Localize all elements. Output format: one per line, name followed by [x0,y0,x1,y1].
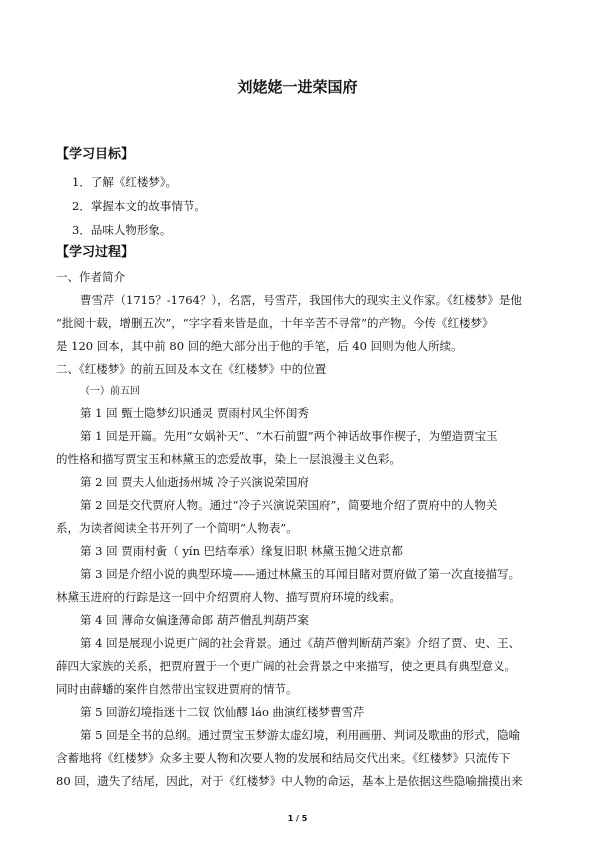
section-heading-process: 【学习过程】 [56,245,135,260]
page-title: 刘姥姥一进荣国府 [237,78,358,96]
body-line: 二、《红楼梦》的前五回及本文在《红楼梦》中的位置 [56,362,327,376]
body-line: 第 1 回是开篇。先用“女娲补天”、“木石前盟”两个神话故事作楔子，为塑造贾宝玉 [80,429,498,443]
body-line: 第 1 回 甄士隐梦幻识通灵 贾雨村风尘怀闺秀 [80,406,309,420]
body-line: 第 4 回 薄命女偏逢薄命郎 葫芦僧乱判葫芦案 [80,613,309,627]
body-line: 的性格和描写贾宝玉和林黛玉的恋爱故事，染上一层浪漫主义色彩。 [56,452,401,466]
body-line: 曹雪芹（1715？-1764？），名霑，号雪芹，我国伟大的现实主义作家。《红楼梦》是他 [80,293,522,307]
body-line: 第 3 回是介绍小说的典型环境——通过林黛玉的耳闻目睹对贾府做了第一次直接描写。 [80,567,521,581]
body-line: 同时由薛蟠的案件自然带出宝钗进贾府的情节。 [56,682,298,696]
body-line: 一、作者简介 [56,270,125,284]
body-line: 是 120 回本，其中前 80 回的绝大部分出于他的手笔，后 40 回则为他人所续。 [56,339,463,353]
page-number: 1 / 5 [287,814,308,823]
body-line: 第 5 回是全书的总纲。通过贾宝玉梦游太虚幻境，利用画册、判词及歌曲的形式，隐喻 [80,728,521,742]
body-line: 第 2 回是交代贾府人物。通过“冷子兴演说荣国府”，简要地介绍了贾府中的人物关 [80,498,498,512]
body-line: 薛四大家族的关系，把贾府置于一个更广阔的社会背景之中来描写，使之更具有典型意义。 [56,659,516,673]
body-line: “批阅十载，增删五次”，“字字看来皆是血，十年辛苦不寻常”的产物。今传《红楼梦》 [56,316,494,330]
body-line: 系，为读者阅读全书开列了一个简明“人物表”。 [56,521,298,535]
goal-item: 1．了解《红楼梦》。 [72,175,178,189]
body-line: （一）前五回 [80,386,140,397]
body-line: 第 5 回游幻境指迷十二钗 饮仙醪 láo 曲演红楼梦曹雪芹 [80,705,365,719]
section-heading-goals: 【学习目标】 [56,147,135,162]
body-line: 第 3 回 贾雨村夤（ yín 巴结奉承）缘复旧职 林黛玉抛父进京都 [80,544,403,558]
goal-item: 3．品味人物形象。 [72,223,172,237]
body-line: 第 4 回是展现小说更广阔的社会背景。通过《葫芦僧判断葫芦案》介绍了贾、史、王、 [80,636,521,650]
body-line: 80 回，遗失了结尾，因此，对于《红楼梦》中人物的命运，基本上是依据这些隐喻揣摸出来 [56,774,523,788]
body-line: 林黛玉进府的行踪是这一回中介绍贾府人物、描写贾府环境的线索。 [56,590,401,604]
body-line: 含蓄地将《红楼梦》众多主要人物和次要人物的发展和结局交代出来。《红楼梦》只流传下 [56,751,511,765]
goal-item: 2．掌握本文的故事情节。 [72,199,206,213]
body-line: 第 2 回 贾夫人仙逝扬州城 冷子兴演说荣国府 [80,475,309,489]
